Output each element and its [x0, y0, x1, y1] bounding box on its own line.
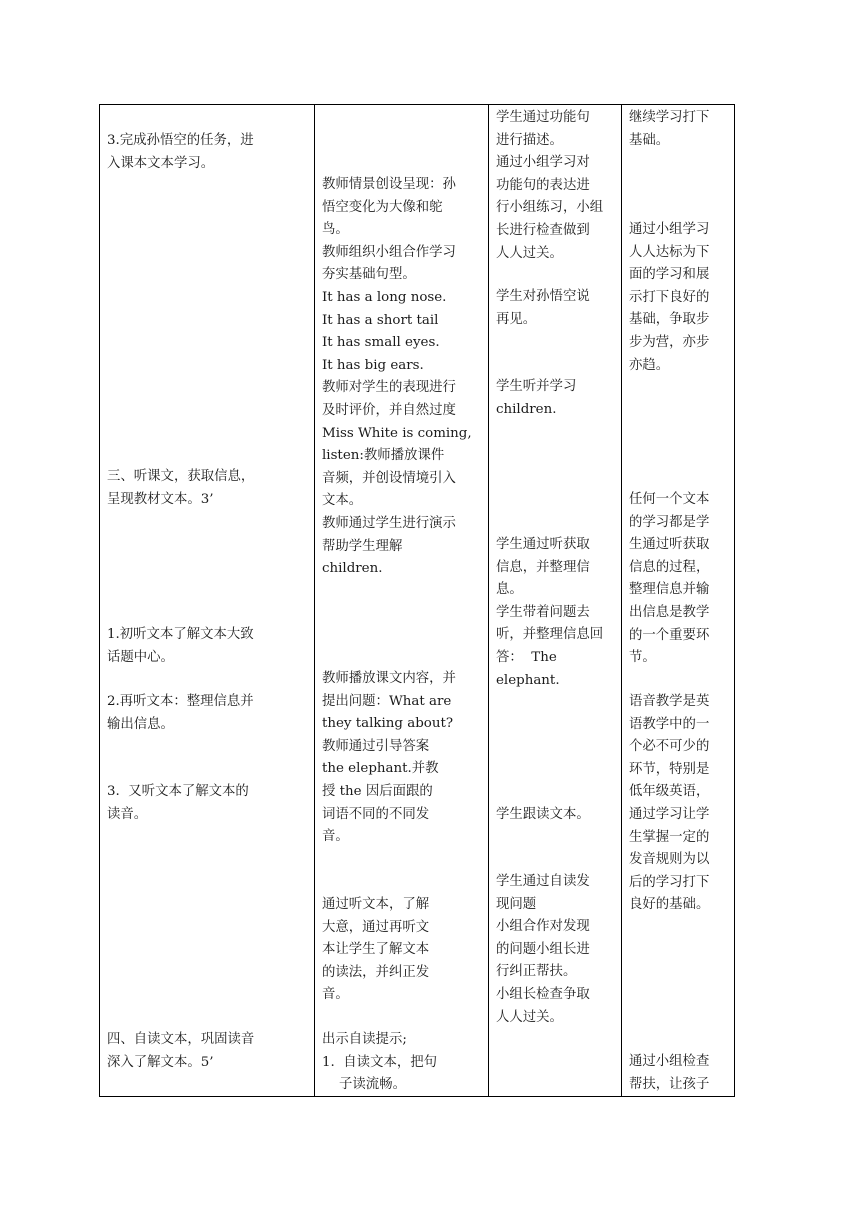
student-activity-text-line: 学生通过功能句 — [496, 110, 590, 125]
teacher-activity-text-line: 音。 — [322, 829, 349, 845]
step-text-line: 四、自读文本，巩固读音 — [107, 1032, 255, 1047]
design-intent-text-line: 发音规则为以 — [629, 852, 710, 868]
step-text-line: 3. 又听文本了解文本的 — [107, 784, 249, 799]
student-activity-text-line: 学生对孙悟空说 — [496, 289, 590, 304]
design-intent-text-line: 的一个重要环 — [629, 627, 710, 643]
design-intent-text-line: 通过学习让学 — [629, 806, 710, 822]
student-activity-text-line: 人人过关。 — [496, 245, 563, 261]
teacher-activity-text-block — [322, 668, 485, 849]
student-activity-text-line: 人人过关。 — [496, 1009, 563, 1025]
student-activity-text-line: 小组合作对发现 — [496, 919, 590, 935]
teacher-activity-text-line: 音。 — [322, 987, 349, 1003]
step-text-line: 话题中心。 — [107, 649, 174, 665]
design-intent-text-line: 人人达标为下 — [629, 244, 710, 260]
teacher-activity-text-line: 大意，通过再听文 — [322, 919, 430, 935]
column-divider — [488, 104, 489, 1097]
teacher-activity-text-line: 教师通过引导答案 — [322, 738, 430, 754]
student-activity-text-line: 长进行检查做到 — [496, 222, 590, 238]
teacher-activity-text-line: 教师播放课文内容，并 — [322, 671, 456, 686]
teacher-activity-text-block — [322, 174, 485, 581]
student-activity-text-line: 信息，并整理信 — [496, 559, 590, 575]
teacher-activity-text-line: It has small eyes. — [322, 335, 440, 351]
step-text-line: 1.初听文本了解文本大致 — [107, 627, 254, 642]
student-activity-text-line: 听，并整理信息回 — [496, 627, 604, 643]
student-activity-text-block — [496, 376, 616, 421]
student-activity-text-line: 息。 — [496, 582, 523, 598]
student-activity-text-block — [496, 804, 616, 827]
teacher-activity-text-line: 本让学生了解文本 — [322, 942, 430, 958]
design-intent-text-line: 亦趋。 — [629, 357, 670, 373]
step-text-line: 读音。 — [107, 806, 148, 822]
design-intent-text-line: 通过小组检查 — [629, 1054, 710, 1069]
design-intent-text-line: 良好的基础。 — [629, 897, 710, 913]
student-activity-text-block — [496, 534, 616, 692]
student-activity-text-line: children. — [496, 401, 557, 417]
design-intent-text-line: 语音教学是英 — [629, 694, 710, 709]
design-intent-text-line: 低年级英语， — [629, 784, 710, 800]
student-activity-text-line: 通过小组学习对 — [496, 155, 590, 171]
design-intent-text-line: 继续学习打下 — [629, 110, 710, 125]
student-activity-text-line: elephant. — [496, 672, 560, 688]
design-intent-text-line: 示打下良好的 — [629, 289, 710, 305]
step-text-block — [107, 130, 307, 175]
student-activity-text-line: 的问题小组长进 — [496, 941, 590, 957]
design-intent-text-line: 的学习都是学 — [629, 514, 710, 530]
design-intent-text-line: 语教学中的一 — [629, 716, 710, 732]
student-activity-text-line: 功能句的表达进 — [496, 177, 590, 193]
student-activity-text-line: 学生通过听获取 — [496, 537, 590, 552]
student-activity-text-line: 再见。 — [496, 311, 537, 327]
design-intent-text-line: 步为营，亦步 — [629, 334, 710, 350]
design-intent-text-line: 生掌握一定的 — [629, 829, 710, 845]
design-intent-text-line: 整理信息并输 — [629, 582, 710, 598]
student-activity-text-line: 现问题 — [496, 896, 537, 912]
teacher-activity-text-line: 教师通过学生进行演示 — [322, 515, 456, 531]
teacher-activity-text-line: 子读流畅。 — [322, 1077, 406, 1093]
design-intent-text-line: 信息的过程， — [629, 559, 710, 575]
teacher-activity-text-line: 的读法，并纠正发 — [322, 964, 430, 980]
step-text-line: 三、听课文，获取信息， — [107, 469, 255, 484]
teacher-activity-text-line: 教师组织小组合作学习 — [322, 244, 456, 260]
design-intent-text-line: 基础。 — [629, 132, 670, 148]
design-intent-text-block — [629, 1051, 732, 1096]
student-activity-text-line: 学生听并学习 — [496, 379, 577, 394]
student-activity-text-line: 学生跟读文本。 — [496, 807, 590, 822]
design-intent-text-block — [629, 489, 732, 670]
teacher-activity-text-block — [322, 894, 485, 1007]
design-intent-text-line: 生通过听获取 — [629, 537, 710, 553]
design-intent-text-block — [629, 691, 732, 917]
design-intent-text-line: 个必不可少的 — [629, 739, 710, 755]
step-text-line: 深入了解文本。5’ — [107, 1054, 214, 1070]
teacher-activity-text-line: 悟空变化为大像和鸵 — [322, 199, 443, 215]
step-text-line: 呈现教材文本。3’ — [107, 491, 214, 507]
teacher-activity-text-line: 词语不同的不同发 — [322, 806, 430, 822]
teacher-activity-text-line: 1. 自读文本，把句 — [322, 1054, 438, 1070]
teacher-activity-text-line: It has a short tail — [322, 312, 439, 328]
step-text-line: 3.完成孙悟空的任务，进 — [107, 133, 254, 148]
student-activity-text-line: 行小组练习，小组 — [496, 200, 604, 216]
student-activity-text-line: 进行描述。 — [496, 132, 563, 148]
design-intent-text-line: 环节，特别是 — [629, 761, 710, 777]
teacher-activity-text-line: 帮助学生理解 — [322, 538, 403, 554]
teacher-activity-text-line: children. — [322, 561, 383, 577]
design-intent-text-line: 任何一个文本 — [629, 492, 710, 507]
design-intent-text-line: 后的学习打下 — [629, 874, 710, 890]
design-intent-text-line: 面的学习和展 — [629, 267, 710, 283]
student-activity-text-line: 小组长检查争取 — [496, 986, 590, 1002]
teacher-activity-text-block — [322, 1029, 485, 1097]
teacher-activity-text-line: 文本。 — [322, 493, 363, 509]
design-intent-text-line: 基础，争取步 — [629, 312, 710, 328]
student-activity-text-line: 学生带着问题去 — [496, 604, 590, 620]
design-intent-text-line: 通过小组学习 — [629, 222, 710, 237]
teacher-activity-text-line: the elephant.并教 — [322, 761, 439, 777]
teacher-activity-text-line: 教师对学生的表现进行 — [322, 380, 456, 396]
teacher-activity-text-line: 鸟。 — [322, 222, 349, 238]
student-activity-text-line: 学生通过自读发 — [496, 874, 590, 889]
teacher-activity-text-line: 通过听文本，了解 — [322, 897, 430, 912]
student-activity-text-block — [496, 107, 616, 265]
teacher-activity-text-line: 出示自读提示; — [322, 1032, 407, 1047]
teacher-activity-text-line: Miss White is coming, — [322, 425, 472, 441]
teacher-activity-text-line: 夯实基础句型。 — [322, 267, 416, 283]
step-text-block — [107, 781, 307, 826]
design-intent-text-line: 节。 — [629, 650, 656, 666]
teacher-activity-text-line: It has big ears. — [322, 357, 424, 373]
teacher-activity-text-line: listen:教师播放课件 — [322, 448, 445, 464]
step-text-block — [107, 691, 307, 736]
student-activity-text-block — [496, 286, 616, 331]
step-text-line: 入课本文本学习。 — [107, 155, 215, 171]
design-intent-text-block — [629, 107, 732, 152]
student-activity-text-line: 答： The — [496, 649, 557, 665]
student-activity-text-block — [496, 871, 616, 1029]
teacher-activity-text-line: 教师情景创设呈现：孙 — [322, 177, 456, 192]
step-text-line: 输出信息。 — [107, 716, 174, 732]
step-text-block — [107, 466, 307, 511]
teacher-activity-text-line: It has a long nose. — [322, 289, 447, 305]
teacher-activity-text-line: 提出问题：What are — [322, 693, 452, 709]
teacher-activity-text-line: 及时评价，并自然过度 — [322, 402, 456, 418]
step-text-line: 2.再听文本：整理信息并 — [107, 694, 254, 709]
step-text-block — [107, 1029, 307, 1074]
design-intent-text-line: 出信息是教学 — [629, 604, 710, 620]
teacher-activity-text-line: 授 the 因后面跟的 — [322, 783, 433, 799]
student-activity-text-line: 行纠正帮扶。 — [496, 964, 577, 980]
teacher-activity-text-line: 音频，并创设情境引入 — [322, 470, 456, 486]
column-divider — [314, 104, 315, 1097]
teacher-activity-text-line: they talking about? — [322, 716, 454, 732]
step-text-block — [107, 624, 307, 669]
design-intent-text-block — [629, 219, 732, 377]
column-divider — [621, 104, 622, 1097]
design-intent-text-line: 帮扶，让孩子 — [629, 1076, 710, 1092]
